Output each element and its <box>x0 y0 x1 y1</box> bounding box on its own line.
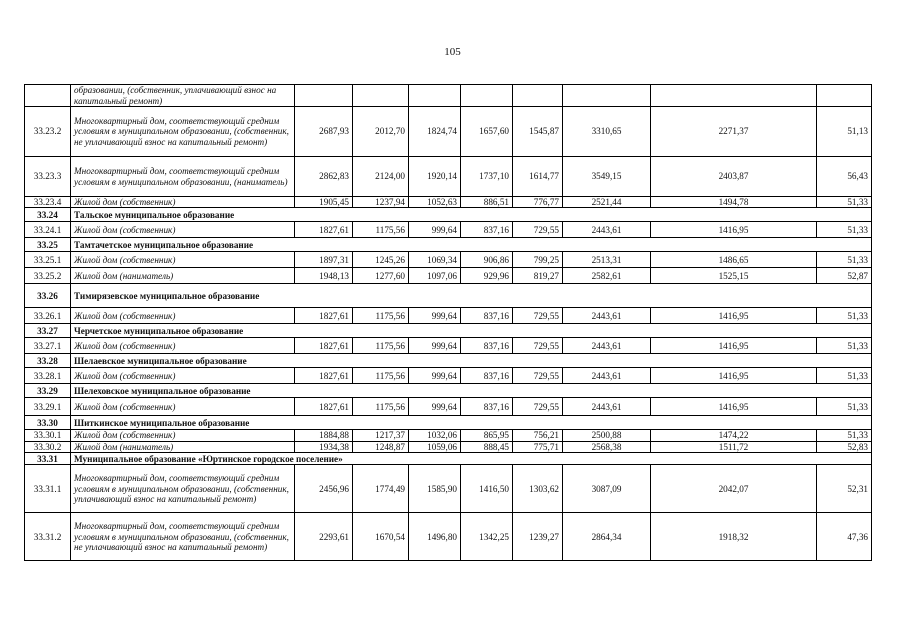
value-cell: 2443,61 <box>563 222 651 238</box>
table-row <box>25 85 872 107</box>
value-cell: 1827,61 <box>295 338 353 354</box>
section-title: Тальское муниципальное образование <box>71 208 872 222</box>
row-code: 33.28 <box>25 354 71 368</box>
tariff-table <box>24 84 872 561</box>
value-cell: 1474,22 <box>651 430 817 441</box>
value-cell: 729,55 <box>513 222 563 238</box>
section-row <box>25 238 872 252</box>
value-cell: 2403,87 <box>651 157 817 197</box>
value-cell: 1416,95 <box>651 338 817 354</box>
value-cell <box>461 85 513 107</box>
value-cell <box>563 85 651 107</box>
section-row <box>25 416 872 430</box>
value-cell <box>651 85 817 107</box>
value-cell: 51,33 <box>817 197 872 208</box>
row-description: Жилой дом (наниматель) <box>71 268 295 284</box>
value-cell: 2513,31 <box>563 252 651 268</box>
row-description: Многоквартирный дом, соответствующий средним условиям в муниципальном образовании, (собственник, не уплачивающий взнос на капитальный ремонт) <box>71 513 295 561</box>
value-cell: 1416,95 <box>651 222 817 238</box>
value-cell: 1827,61 <box>295 368 353 384</box>
value-cell: 51,33 <box>817 398 872 416</box>
value-cell: 52,31 <box>817 465 872 513</box>
value-cell: 756,21 <box>513 430 563 441</box>
table-row <box>25 465 872 513</box>
row-code: 33.25.1 <box>25 252 71 268</box>
value-cell: 1496,80 <box>409 513 461 561</box>
value-cell: 1416,95 <box>651 398 817 416</box>
table-row <box>25 222 872 238</box>
value-cell <box>409 85 461 107</box>
row-code: 33.24.1 <box>25 222 71 238</box>
value-cell: 2042,07 <box>651 465 817 513</box>
value-cell: 1824,74 <box>409 107 461 157</box>
value-cell: 837,16 <box>461 338 513 354</box>
value-cell: 865,95 <box>461 430 513 441</box>
section-title: Шелеховское муниципальное образование <box>71 384 872 398</box>
section-row <box>25 284 872 308</box>
value-cell: 2568,38 <box>563 441 651 452</box>
value-cell: 837,16 <box>461 222 513 238</box>
table-row <box>25 252 872 268</box>
value-cell: 3310,65 <box>563 107 651 157</box>
value-cell: 886,51 <box>461 197 513 208</box>
value-cell: 2271,37 <box>651 107 817 157</box>
table-row <box>25 398 872 416</box>
page-number: 105 <box>444 46 461 58</box>
row-code: 33.27.1 <box>25 338 71 354</box>
table-row <box>25 308 872 324</box>
value-cell: 729,55 <box>513 308 563 324</box>
value-cell: 999,64 <box>409 398 461 416</box>
row-description: Многоквартирный дом, соответствующий средним условиям в муниципальном образовании, (собственник, уплачивающий взнос на капитальный ремонт) <box>71 465 295 513</box>
row-description: образовании, (собственник, уплачивающий взнос на капитальный ремонт) <box>71 85 295 107</box>
table-row <box>25 197 872 208</box>
table-row <box>25 430 872 441</box>
row-description: Жилой дом (собственник) <box>71 222 295 238</box>
row-code: 33.25.2 <box>25 268 71 284</box>
row-code: 33.29.1 <box>25 398 71 416</box>
value-cell: 1097,06 <box>409 268 461 284</box>
row-code: 33.26 <box>25 284 71 308</box>
row-code: 33.24 <box>25 208 71 222</box>
value-cell: 2443,61 <box>563 398 651 416</box>
value-cell: 1416,95 <box>651 308 817 324</box>
value-cell: 1905,45 <box>295 197 353 208</box>
table-row <box>25 157 872 197</box>
value-cell: 56,43 <box>817 157 872 197</box>
value-cell: 3549,15 <box>563 157 651 197</box>
value-cell: 837,16 <box>461 308 513 324</box>
row-description: Жилой дом (собственник) <box>71 430 295 441</box>
row-code: 33.23.4 <box>25 197 71 208</box>
value-cell: 776,77 <box>513 197 563 208</box>
row-code: 33.27 <box>25 324 71 338</box>
table-row <box>25 513 872 561</box>
value-cell: 2293,61 <box>295 513 353 561</box>
value-cell: 2012,70 <box>353 107 409 157</box>
section-row <box>25 384 872 398</box>
table-body <box>25 85 872 561</box>
value-cell: 52,83 <box>817 441 872 452</box>
row-code: 33.23.3 <box>25 157 71 197</box>
value-cell: 1069,34 <box>409 252 461 268</box>
section-title: Шиткинское муниципальное образование <box>71 416 872 430</box>
value-cell: 1918,32 <box>651 513 817 561</box>
value-cell: 1827,61 <box>295 308 353 324</box>
value-cell: 999,64 <box>409 338 461 354</box>
section-title: Тимирязевское муниципальное образование <box>71 284 872 308</box>
row-description: Жилой дом (собственник) <box>71 368 295 384</box>
value-cell: 837,16 <box>461 368 513 384</box>
row-code: 33.28.1 <box>25 368 71 384</box>
value-cell: 2124,00 <box>353 157 409 197</box>
value-cell: 1175,56 <box>353 308 409 324</box>
value-cell: 888,45 <box>461 441 513 452</box>
value-cell: 775,71 <box>513 441 563 452</box>
row-code: 33.30 <box>25 416 71 430</box>
value-cell: 51,33 <box>817 252 872 268</box>
row-code: 33.25 <box>25 238 71 252</box>
value-cell: 1032,06 <box>409 430 461 441</box>
value-cell: 2521,44 <box>563 197 651 208</box>
value-cell: 2862,83 <box>295 157 353 197</box>
value-cell: 729,55 <box>513 368 563 384</box>
section-row <box>25 324 872 338</box>
value-cell: 999,64 <box>409 368 461 384</box>
value-cell: 2500,88 <box>563 430 651 441</box>
table-row <box>25 107 872 157</box>
section-title: Тамтачетское муниципальное образование <box>71 238 872 252</box>
value-cell: 1827,61 <box>295 398 353 416</box>
value-cell: 1239,27 <box>513 513 563 561</box>
value-cell: 2687,93 <box>295 107 353 157</box>
value-cell: 1545,87 <box>513 107 563 157</box>
table-row <box>25 368 872 384</box>
table-row <box>25 338 872 354</box>
value-cell: 729,55 <box>513 338 563 354</box>
row-description: Жилой дом (собственник) <box>71 308 295 324</box>
value-cell: 1175,56 <box>353 338 409 354</box>
value-cell: 1737,10 <box>461 157 513 197</box>
value-cell: 1948,13 <box>295 268 353 284</box>
value-cell: 1670,54 <box>353 513 409 561</box>
value-cell: 1217,37 <box>353 430 409 441</box>
row-code <box>25 85 71 107</box>
value-cell: 1486,65 <box>651 252 817 268</box>
value-cell: 1175,56 <box>353 222 409 238</box>
value-cell: 52,87 <box>817 268 872 284</box>
value-cell: 1245,26 <box>353 252 409 268</box>
row-code: 33.23.2 <box>25 107 71 157</box>
row-code: 33.30.2 <box>25 441 71 452</box>
value-cell: 1052,63 <box>409 197 461 208</box>
section-row <box>25 208 872 222</box>
value-cell: 51,33 <box>817 430 872 441</box>
value-cell: 837,16 <box>461 398 513 416</box>
value-cell: 1614,77 <box>513 157 563 197</box>
value-cell: 2443,61 <box>563 368 651 384</box>
value-cell: 729,55 <box>513 398 563 416</box>
value-cell: 1525,15 <box>651 268 817 284</box>
value-cell: 51,33 <box>817 338 872 354</box>
row-description: Жилой дом (наниматель) <box>71 441 295 452</box>
value-cell: 51,33 <box>817 222 872 238</box>
section-title: Шелаевское муниципальное образование <box>71 354 872 368</box>
value-cell: 799,25 <box>513 252 563 268</box>
value-cell: 1248,87 <box>353 441 409 452</box>
value-cell: 51,33 <box>817 368 872 384</box>
value-cell: 1303,62 <box>513 465 563 513</box>
section-row <box>25 453 872 465</box>
row-code: 33.31.1 <box>25 465 71 513</box>
value-cell: 1237,94 <box>353 197 409 208</box>
section-title: Муниципальное образование «Юртинское городское поселение» <box>71 453 872 465</box>
row-code: 33.31 <box>25 453 71 465</box>
value-cell <box>353 85 409 107</box>
value-cell: 2582,61 <box>563 268 651 284</box>
value-cell: 1884,88 <box>295 430 353 441</box>
value-cell: 2443,61 <box>563 308 651 324</box>
table-row <box>25 441 872 452</box>
section-title: Черчетское муниципальное образование <box>71 324 872 338</box>
value-cell: 2864,34 <box>563 513 651 561</box>
row-code: 33.30.1 <box>25 430 71 441</box>
value-cell: 906,86 <box>461 252 513 268</box>
value-cell: 2456,96 <box>295 465 353 513</box>
value-cell: 1657,60 <box>461 107 513 157</box>
value-cell: 1175,56 <box>353 398 409 416</box>
value-cell: 999,64 <box>409 222 461 238</box>
row-description: Жилой дом (собственник) <box>71 398 295 416</box>
value-cell: 1342,25 <box>461 513 513 561</box>
row-code: 33.31.2 <box>25 513 71 561</box>
value-cell: 1774,49 <box>353 465 409 513</box>
value-cell: 1934,38 <box>295 441 353 452</box>
value-cell: 1897,31 <box>295 252 353 268</box>
row-description: Многоквартирный дом, соответствующий средним условиям в муниципальном образовании, (собственник, не уплачивающий взнос на капитальный ремонт) <box>71 107 295 157</box>
value-cell: 1277,60 <box>353 268 409 284</box>
value-cell <box>513 85 563 107</box>
table-row <box>25 268 872 284</box>
value-cell: 999,64 <box>409 308 461 324</box>
value-cell: 3087,09 <box>563 465 651 513</box>
value-cell: 1175,56 <box>353 368 409 384</box>
value-cell: 47,36 <box>817 513 872 561</box>
value-cell: 2443,61 <box>563 338 651 354</box>
row-description: Жилой дом (собственник) <box>71 338 295 354</box>
value-cell: 1827,61 <box>295 222 353 238</box>
value-cell: 1416,95 <box>651 368 817 384</box>
row-code: 33.26.1 <box>25 308 71 324</box>
value-cell: 51,13 <box>817 107 872 157</box>
row-code: 33.29 <box>25 384 71 398</box>
row-description: Жилой дом (собственник) <box>71 197 295 208</box>
value-cell: 1585,90 <box>409 465 461 513</box>
row-description: Жилой дом (собственник) <box>71 252 295 268</box>
value-cell: 1494,78 <box>651 197 817 208</box>
value-cell: 1511,72 <box>651 441 817 452</box>
value-cell <box>817 85 872 107</box>
value-cell: 929,96 <box>461 268 513 284</box>
value-cell: 1416,50 <box>461 465 513 513</box>
value-cell: 1059,06 <box>409 441 461 452</box>
value-cell: 1920,14 <box>409 157 461 197</box>
value-cell: 51,33 <box>817 308 872 324</box>
section-row <box>25 354 872 368</box>
value-cell <box>295 85 353 107</box>
value-cell: 819,27 <box>513 268 563 284</box>
row-description: Многоквартирный дом, соответствующий средним условиям в муниципальном образовании, (наниматель) <box>71 157 295 197</box>
